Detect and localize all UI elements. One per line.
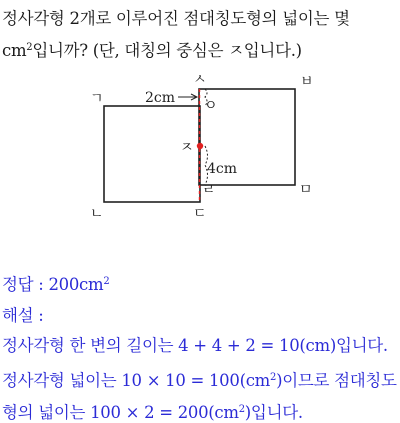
explanation-line-2b: )이므로 점대칭도 (276, 371, 397, 390)
question-line-1: 정사각형 2개로 이루어진 점대칭도형의 넓이는 몇 (2, 9, 350, 28)
explanation-line-3b: )입니다. (244, 403, 303, 422)
explanation-line-2 (2, 367, 397, 391)
label-nieun: ㄴ (90, 206, 104, 222)
explanation-line-2-exponent: 2 (270, 372, 277, 383)
answer-label: 정답 : (2, 275, 49, 294)
answer-exponent: 2 (103, 276, 110, 287)
question-line-2-rest: 입니까? (단, 대칭의 중심은 ㅈ입니다.) (32, 41, 302, 60)
center-point (197, 143, 203, 149)
label-siot: ㅅ (193, 72, 207, 88)
explanation-line-3-exponent: 2 (238, 404, 245, 415)
unit-exponent: 2 (26, 42, 33, 53)
dim-4cm-label: 4cm (207, 161, 238, 177)
label-giyeok: ㄱ (90, 91, 104, 107)
explanation-line-2a: 정사각형 넓이는 10 × 10 = 100(cm (2, 371, 271, 390)
label-digeut: ㄷ (193, 206, 207, 222)
explanation-line-3 (2, 399, 303, 423)
explanation-line-3a: 형의 넓이는 100 × 2 = 200(cm (2, 403, 239, 422)
explanation-label: 해설 : (2, 306, 44, 325)
dim-2cm-label: 2cm (145, 90, 176, 106)
label-jieut: ㅈ (180, 140, 194, 156)
unit-cm: cm (2, 41, 27, 60)
answer-line (2, 271, 109, 295)
explanation-line-1: 정사각형 한 변의 길이는 4 + 4 + 2 = 10(cm)입니다. (2, 336, 388, 355)
label-ieung: ㅇ (204, 98, 218, 114)
label-mieum: ㅁ (299, 182, 313, 198)
label-rieul: ㄹ (202, 182, 216, 198)
answer-value: 200cm (48, 275, 104, 294)
label-bieup: ㅂ (300, 74, 314, 90)
